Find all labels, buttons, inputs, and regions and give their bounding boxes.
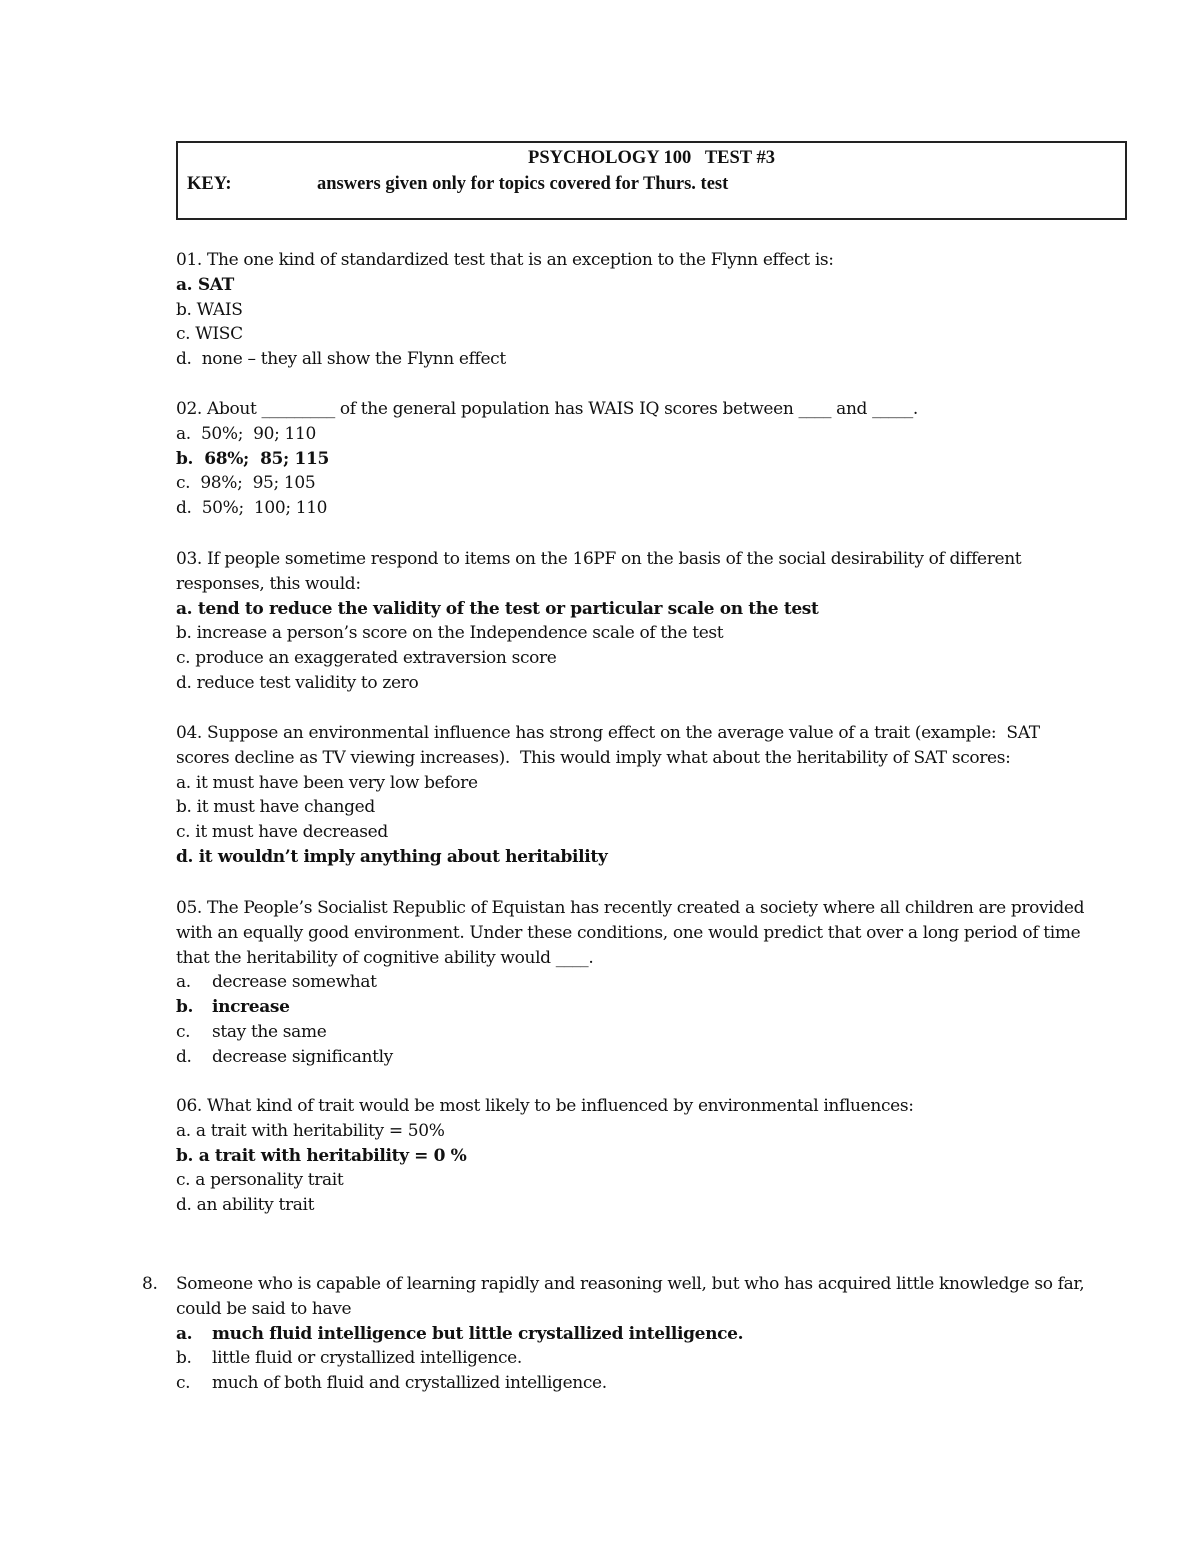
question-stem: scores decline as TV viewing increases). This would imply what about the heritability of SAT scores: — [176, 747, 1011, 768]
question-stem: 01. The one kind of standardized test that is an exception to the Flynn effect is: — [176, 250, 834, 270]
answer-option-correct: a. SAT — [176, 274, 234, 295]
question-stem: that the heritability of cognitive ability would ____. — [176, 947, 594, 968]
question-02 — [176, 397, 918, 521]
question-stem: 06. What kind of trait would be most likely to be influenced by environmental influences: — [176, 1096, 914, 1116]
answer-option: b. it must have changed — [176, 797, 375, 818]
answer-option: d. 50%; 100; 110 — [176, 498, 328, 519]
answer-option: c. 98%; 95; 105 — [176, 473, 316, 494]
question-04 — [176, 721, 1040, 870]
question-stem: could be said to have — [176, 1298, 352, 1319]
question-05 — [176, 896, 1084, 1070]
answer-option: d. an ability trait — [176, 1195, 315, 1216]
question-06 — [176, 1094, 914, 1218]
question-stem: 03. If people sometime respond to items on the 16PF on the basis of the social desirability of different — [176, 549, 1022, 569]
question-stem: Someone who is capable of learning rapidly and reasoning well, but who has acquired little knowledge so far, — [176, 1274, 1085, 1294]
question-stem: 02. About _________ of the general population has WAIS IQ scores between ____ and _____. — [176, 399, 918, 419]
answer-option: c. much of both fluid and crystallized intelligence. — [176, 1373, 607, 1394]
question-01 — [176, 248, 834, 372]
test-header-box — [176, 141, 1127, 220]
key-label: KEY: — [187, 174, 232, 194]
answer-option: a. 50%; 90; 110 — [176, 423, 316, 444]
answer-option: b. WAIS — [176, 299, 243, 320]
answer-option: d. decrease significantly — [176, 1046, 393, 1067]
answer-option: a. a trait with heritability = 50% — [176, 1120, 445, 1141]
question-stem: 05. The People’s Socialist Republic of Equistan has recently created a society where all children are provided — [176, 898, 1085, 918]
key-note: answers given only for topics covered for Thurs. test — [317, 174, 729, 194]
question-08 — [142, 1272, 1084, 1396]
answer-option: b. little fluid or crystallized intelligence. — [176, 1348, 522, 1369]
answer-option: d. none – they all show the Flynn effect — [176, 349, 506, 370]
answer-option-correct: b. increase — [176, 997, 290, 1018]
answer-option: c. it must have decreased — [176, 822, 388, 843]
answer-option: b. increase a person’s score on the Independence scale of the test — [176, 623, 724, 644]
question-number: 8. — [142, 1274, 158, 1294]
question-03 — [176, 547, 1021, 696]
answer-option: a. it must have been very low before — [176, 772, 478, 793]
answer-option-correct: b. 68%; 85; 115 — [176, 448, 329, 469]
answer-option-correct: a. much fluid intelligence but little crystallized intelligence. — [176, 1323, 744, 1344]
answer-option-correct: a. tend to reduce the validity of the test or particular scale on the test — [176, 598, 819, 619]
question-stem: responses, this would: — [176, 573, 361, 594]
answer-option-correct: d. it wouldn’t imply anything about heritability — [176, 846, 608, 867]
answer-option-correct: b. a trait with heritability = 0 % — [176, 1145, 467, 1166]
question-stem: 04. Suppose an environmental influence has strong effect on the average value of a trait (example: SAT — [176, 723, 1040, 743]
answer-option: c. stay the same — [176, 1021, 327, 1042]
answer-option: d. reduce test validity to zero — [176, 672, 419, 693]
answer-option: c. produce an exaggerated extraversion score — [176, 648, 557, 669]
question-stem: with an equally good environment. Under these conditions, one would predict that over a long period of time — [176, 922, 1081, 943]
answer-option: c. WISC — [176, 324, 243, 345]
test-title: PSYCHOLOGY 100 TEST #3 — [528, 148, 775, 168]
answer-option: c. a personality trait — [176, 1170, 344, 1191]
answer-option: a. decrease somewhat — [176, 972, 377, 993]
